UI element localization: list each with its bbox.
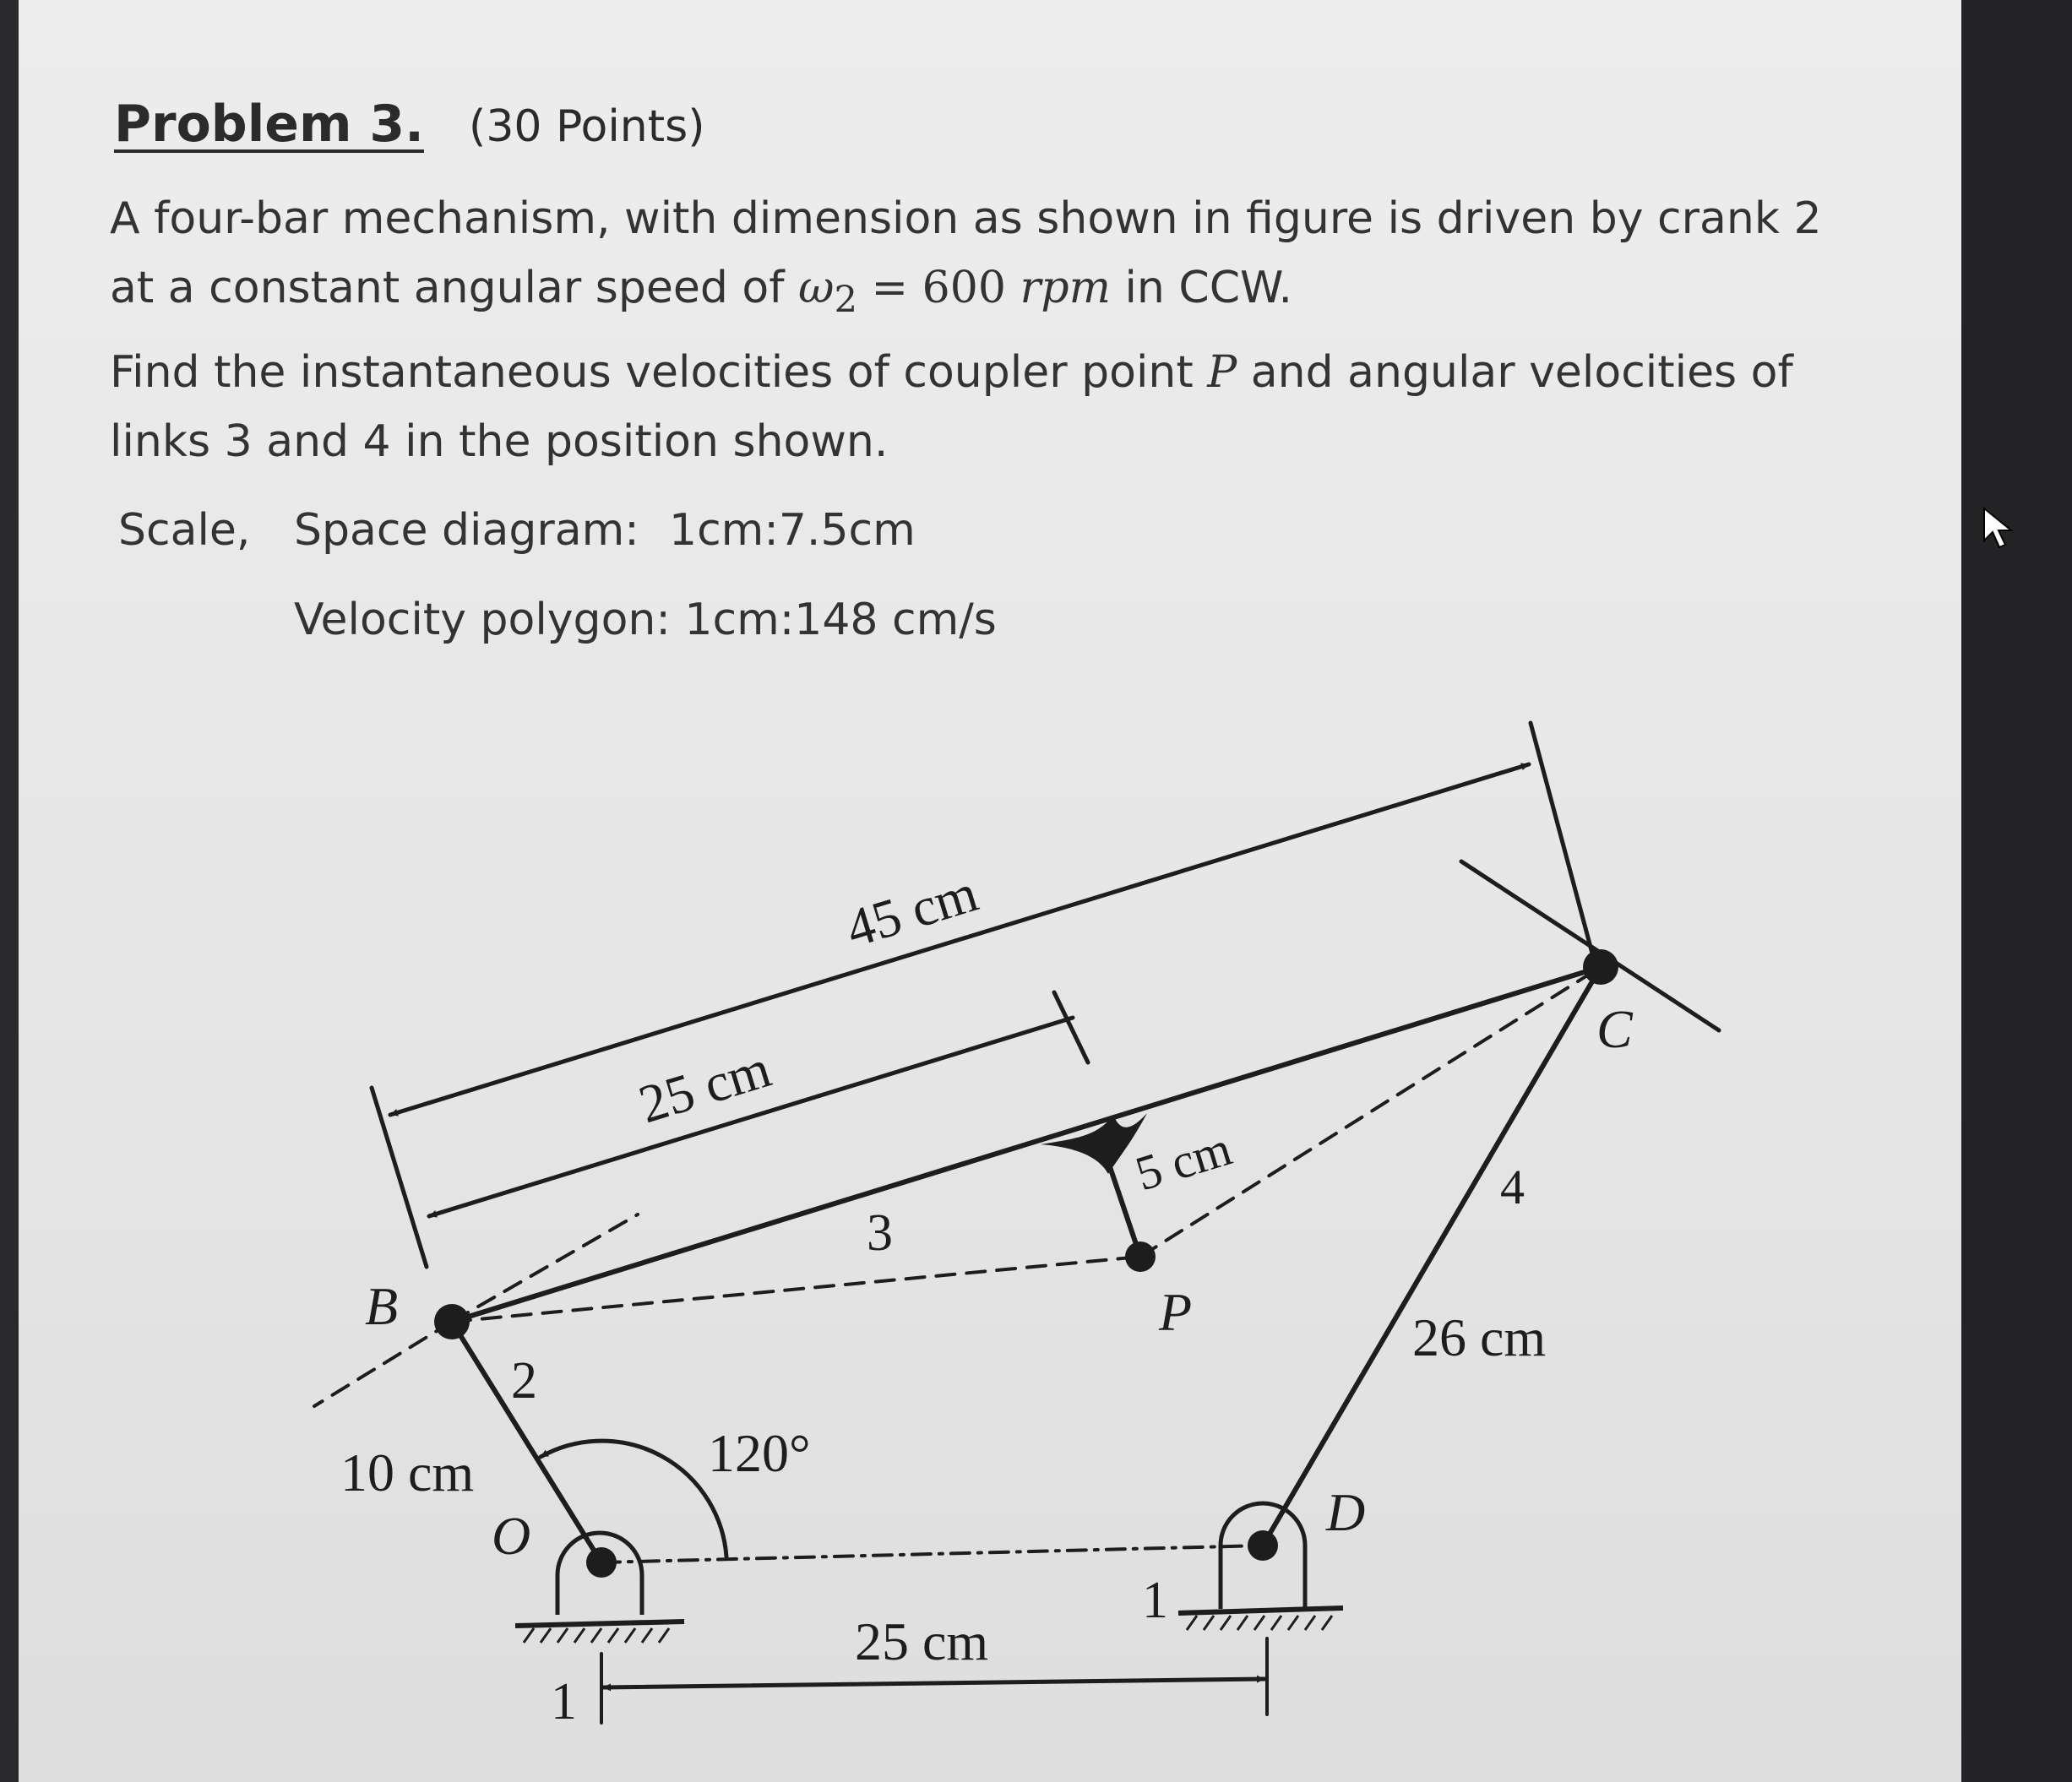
- omega-unit: rpm: [1020, 263, 1111, 313]
- hatch: [541, 1628, 551, 1643]
- angle-label: 120°: [708, 1423, 811, 1483]
- hatch: [1204, 1616, 1214, 1630]
- point-o-label: O: [492, 1506, 531, 1566]
- question-text-a: Find the instantaneous velocities of coupler point: [110, 347, 1208, 398]
- dim-10-label: 10 cm: [340, 1442, 475, 1502]
- statement-text-a: A four-bar mechanism, with dimension as shown in figure is driven by crank 2 at a constant angular speed of: [110, 193, 1822, 313]
- omega-subscript: 2: [834, 279, 858, 322]
- joint-c: [1583, 949, 1618, 985]
- ext-line-b: [372, 1088, 427, 1267]
- omega-symbol: ω: [798, 263, 835, 313]
- question-text-b: and angular velocities of links 3 and 4 in the position shown.: [110, 347, 1793, 467]
- ground-o: [515, 1622, 684, 1626]
- hatch: [557, 1628, 568, 1643]
- hatch: [1221, 1616, 1231, 1630]
- point-p-label: P: [1159, 1282, 1193, 1342]
- hatch: [1288, 1616, 1298, 1630]
- dim-25-ground-label: 25 cm: [855, 1611, 989, 1671]
- dim-45-label: 45 cm: [839, 862, 985, 959]
- hatch: [1271, 1616, 1281, 1630]
- hatch: [625, 1628, 635, 1643]
- ground-left-label: 1: [551, 1673, 577, 1730]
- hatch: [642, 1628, 652, 1643]
- joint-d: [1248, 1530, 1278, 1561]
- dim-25-coupler-label: 25 cm: [632, 1038, 778, 1135]
- ground-right-label: 1: [1142, 1572, 1168, 1629]
- dashed-p-c: [1140, 967, 1601, 1257]
- link-3-label: 3: [867, 1204, 893, 1262]
- angle-arc: [541, 1441, 726, 1557]
- hatch: [1322, 1616, 1332, 1630]
- question-point-p: P: [1207, 347, 1237, 398]
- hatch: [574, 1628, 585, 1643]
- link-4-label: 4: [1500, 1160, 1525, 1214]
- problem-points: (30 Points): [469, 101, 705, 152]
- joint-p: [1125, 1241, 1156, 1272]
- ext-line-25: [1054, 992, 1088, 1062]
- dim-line-45: [390, 764, 1529, 1115]
- problem-title: Problem 3.: [114, 95, 424, 154]
- omega-value: 600: [922, 263, 1006, 313]
- c-cross-line: [1461, 861, 1719, 1030]
- statement-text-b: in CCW.: [1110, 263, 1292, 313]
- scale-label: Scale,: [118, 505, 251, 556]
- hatch: [524, 1628, 534, 1643]
- hatch: [591, 1628, 601, 1643]
- hatch: [1254, 1616, 1264, 1630]
- hatch: [1237, 1616, 1248, 1630]
- equals-sign: =: [857, 263, 922, 313]
- point-b-label: B: [365, 1276, 399, 1336]
- dashed-ground-line: [601, 1546, 1263, 1562]
- dim-26-label: 26 cm: [1412, 1307, 1547, 1367]
- dim-5-label: 5 cm: [1128, 1120, 1238, 1202]
- dim-line-25-ground: [603, 1679, 1264, 1687]
- velocity-polygon-scale: Velocity polygon: 1cm:148 cm/s: [294, 595, 997, 645]
- hatch: [659, 1628, 669, 1643]
- space-diagram-label: Space diagram:: [294, 505, 639, 556]
- hatch: [608, 1628, 618, 1643]
- link-2-label: 2: [511, 1352, 537, 1410]
- joint-o: [586, 1547, 617, 1578]
- ground-d: [1178, 1608, 1343, 1613]
- point-c-label: C: [1596, 999, 1633, 1059]
- hatch: [1187, 1616, 1197, 1630]
- point-d-label: D: [1326, 1482, 1366, 1542]
- joint-b: [434, 1304, 470, 1339]
- space-diagram-value: 1cm:7.5cm: [669, 505, 916, 556]
- hatch: [1305, 1616, 1315, 1630]
